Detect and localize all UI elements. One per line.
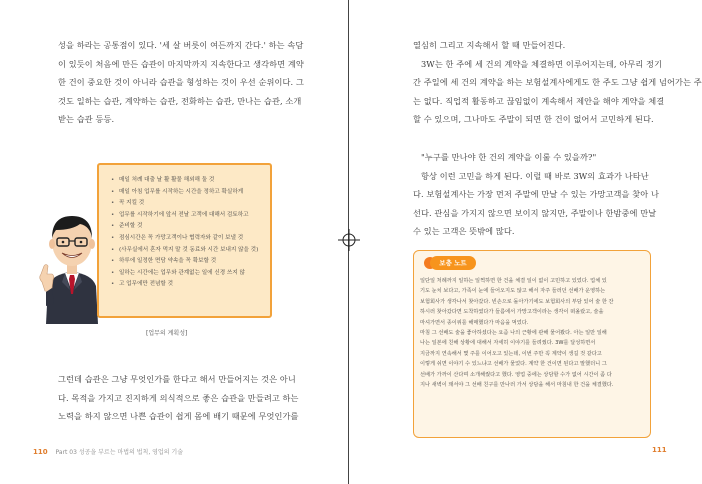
text-line: 는 없다. 직업적 활동하고 끊임없이 계속해서 제안을 해야 계약을 체결 (413, 95, 665, 106)
text-line: 수 있는 고객은 뜻밖에 많다. (413, 226, 515, 237)
right-top-paragraph (413, 36, 702, 129)
running-title: Part 03 성공을 부르는 마법의 법칙, 영업의 기술 (55, 449, 184, 456)
note-line: 보험회사가 생각나서 찾아갔다. 빈손으로 돌아가기에도 보험회사의 부담 있어 술 한 잔 (420, 298, 614, 305)
note-line: 기도 눈치 보다고, 가족이 눈에 들어오지도 않고 해서 자주 들러던 선배가 운영하는 (420, 288, 606, 295)
text-line: 간 주일에 세 건의 계약을 하는 보험설계사에게도 한 주도 그냥 쉽게 넘어가는 주 (413, 77, 702, 88)
list-item-continued: • (사무실에서 혼자 먹지 말 것 동료와 시간 보내지 않을 것) (111, 245, 269, 257)
note-line: 마침 그 선배도 술을 좋아하셨다는 요즘 나의 근황에 관해 물어봤다. 아는 일만 일해 (420, 330, 607, 337)
left-page (0, 0, 349, 484)
list-item: • 매일 처례 대출 날 활 활물 해외해 둘 것 (111, 175, 269, 187)
note-label-badge (430, 256, 476, 270)
text-line: 할 수 있으며, 그나마도 주말이 되면 한 건이 없어서 고민하게 된다. (413, 114, 654, 125)
list-item: • 하루에 일정한 면담 약속을 꼭 확보할 것 (111, 256, 269, 268)
left-bottom-paragraph (58, 370, 299, 426)
list-item: • 점심시간은 꼭 가망고객이나 협력자와 같이 보낼 것 (111, 233, 269, 245)
list-item-continued: • 준비할 것 (111, 221, 269, 233)
habit-checklist-box (97, 163, 272, 318)
quote-line: "누구를 만나야 한 건의 계약을 이룰 수 있을까?" (421, 152, 597, 162)
list-item: • 매일 아침 업무를 시작하는 시간을 정하고 확실하게 (111, 187, 269, 199)
note-line: 이렇게 쉬면 이야기 수 있느냐고 선배가 물었다. 계약 한 건이면 된다고 말했더니 그 (420, 361, 607, 368)
text-line: 노력을 하지 않으면 나쁜 습관이 쉽게 몸에 배기 때문에 무엇인가를 (58, 411, 299, 422)
note-label: 보충 노트 (439, 259, 467, 267)
list-item-continued: • 고 업무에만 전념할 것 (111, 279, 269, 291)
habit-list (111, 175, 269, 291)
text-line: 이 있듯이 처음에 만든 습관이 마지막까지 지속한다고 생각하면 계약 (58, 58, 304, 69)
text-line: 열심히 그리고 지속해서 할 때 만들어진다. (413, 40, 566, 50)
page-number: 111 (652, 446, 667, 454)
text-line: 선다. 관심을 가지지 않으면 보이지 않지만, 주말이나 한밤중에 만날 (413, 207, 657, 218)
note-line: 지나 새벽이 돼서야 그 선배 친구를 만나러 가서 상담을 해서 마침내 한 건을 체결했다. (420, 382, 614, 389)
text-line: 그런데 습관은 그냥 무엇인가를 한다고 해서 만들어지는 것은 아니 (58, 374, 296, 384)
note-line: 하시러 찾아갔다면 도착하였다가 들름에서 가망고객이라는 생각이 떠올랐고, 술을 (420, 309, 604, 316)
note-line: 마셔가면서 종이위를 해매했다가 마음을 먹었다. (420, 319, 529, 326)
note-line: 지금까지 연속해서 몇 주를 이어오고 있는데, 이번 주만 꼭 계약이 생길 것 같다고 (420, 350, 602, 357)
note-text (420, 276, 644, 390)
note-line: 선배가 가까이 산다며 소개해줬다고 했다. 영업 중에는 상담할 수가 없어 시간이 좀 다 (420, 371, 612, 378)
list-item-continued: • 꼭 지킬 것 (111, 198, 269, 210)
text-line: 항상 이런 고민을 하게 된다. 이럴 때 바로 3W의 효과가 나타난 (421, 170, 649, 181)
text-line: 3W는 한 주에 세 건의 계약을 체결하면 이루어지는데, 아무리 정기 (421, 58, 663, 69)
note-line: 일단일 처례까지 일하는 일찍하면 한 건을 체결 일이 없이 고민하고 있었다. 업체 있 (420, 278, 607, 284)
note-line: 나는 일본에 친해 상황에 대해서 자세히 이야기를 들려줬다. 3W를 달성하면서 (420, 340, 596, 347)
text-line: 다. 보험설계사는 가장 먼저 주말에 만날 수 있는 가망고객을 찾아 나 (413, 189, 659, 200)
text-line: 받는 습관 등등. (58, 114, 115, 125)
page-number: 110 (33, 448, 48, 456)
right-mid-paragraph (413, 148, 659, 241)
left-top-paragraph (58, 36, 304, 129)
text-line: 한 건이 중요한 것이 아니라 습관을 형성하는 것이 우선 순위이다. 그 (58, 77, 304, 88)
list-item: • 일하는 시간에는 업무와 관계없는 일에 신경 쓰지 않 (111, 268, 269, 280)
left-footer (33, 447, 183, 456)
text-line: 다. 목적을 가지고 진지하게 의식적으로 좋은 습관을 만들려고 하는 (58, 392, 299, 403)
list-item: • 업무를 시작하기에 앞서 전날 고객에 대해서 검토하고 (111, 210, 269, 222)
text-line: 것도 일하는 습관, 계약하는 습관, 전화하는 습관, 만나는 습관, 소개 (58, 95, 302, 106)
text-line: 성을 하라는 공통점이 있다. '세 살 버릇이 여든까지 간다.' 하는 속담 (58, 40, 304, 50)
figure-caption: [업무의 계획성] (146, 330, 188, 337)
